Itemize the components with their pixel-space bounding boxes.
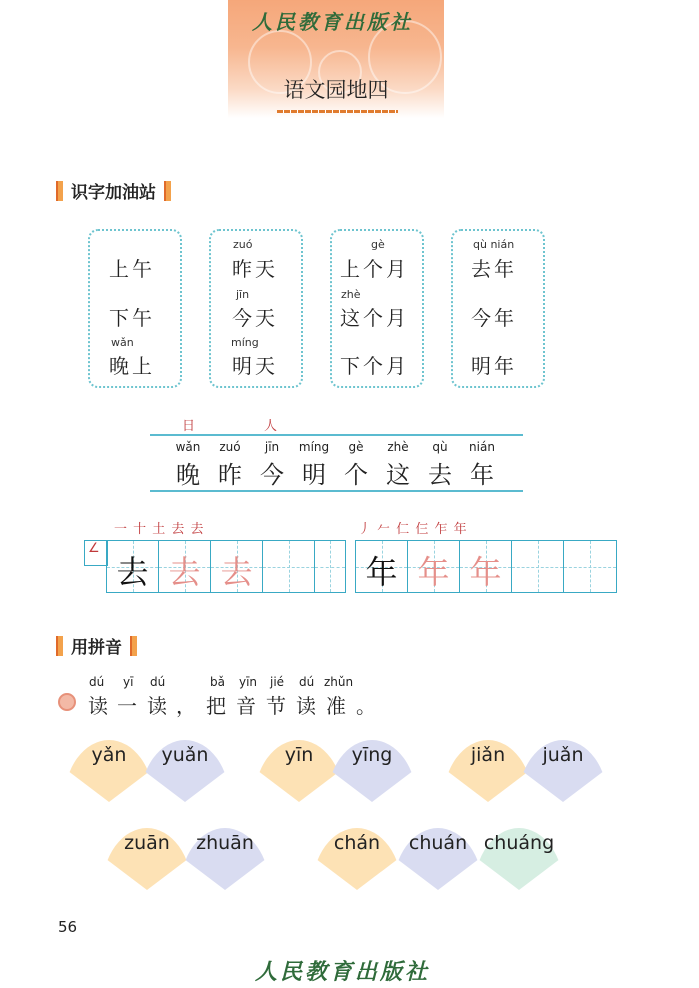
char: 这: [386, 461, 410, 489]
writing-grid-nian: [355, 540, 617, 593]
word-pinyin: zhè: [341, 288, 361, 301]
char: 年: [470, 461, 494, 489]
fan-pinyin: zhuān: [196, 832, 254, 854]
section-title: 用拼音: [71, 638, 122, 658]
read-pinyin: zhǔn: [324, 675, 354, 689]
fan-card: [474, 828, 564, 890]
char-pinyin: zhè: [387, 440, 409, 454]
read-char: 读: [147, 694, 167, 718]
word: 上个月: [340, 257, 409, 281]
fan-pinyin: yuǎn: [161, 744, 209, 766]
radical-ren: 人: [264, 419, 278, 434]
fan-pinyin: juǎn: [542, 744, 584, 766]
read-char: 音: [236, 694, 256, 718]
word: 明天: [232, 354, 278, 378]
fan-card: [102, 828, 192, 890]
fan-pinyin: yǎn: [91, 744, 127, 766]
grid-cell-trace: [408, 541, 460, 592]
model-char: 去: [116, 553, 149, 591]
grid-cell-trace: [159, 541, 211, 592]
char: 个: [344, 461, 368, 489]
read-char: 读: [88, 694, 108, 718]
fan-card: [393, 828, 483, 890]
stroke-order-nian: 丿 𠂉 仁 仨 乍 年: [358, 522, 468, 537]
grid-cell-model: [107, 541, 159, 592]
section-heading-literacy: [56, 178, 171, 203]
fan-card: [140, 740, 230, 802]
grid-cell-empty[interactable]: [315, 541, 345, 592]
char-pinyin: zuó: [219, 440, 241, 454]
char-pinyin: míng: [298, 440, 330, 454]
read-char: 一: [117, 694, 137, 718]
read-char: 把: [206, 694, 226, 718]
read-pinyin: dú: [150, 675, 166, 689]
fan-pinyin: yīn: [284, 744, 314, 766]
word: 晚上: [109, 354, 155, 378]
word-pinyin: míng: [231, 336, 259, 349]
read-pinyin: yī: [123, 675, 134, 689]
trace-char: 年: [417, 553, 450, 591]
char: 晚: [176, 461, 200, 489]
read-char: 读: [296, 694, 316, 718]
grid-cell-model: [356, 541, 408, 592]
stroke-order-qu: 一 十 土 去 去: [114, 522, 205, 537]
word-pinyin: qù nián: [473, 238, 515, 251]
fan-card: [312, 828, 402, 890]
page-title: 语文园地四: [283, 78, 389, 102]
fan-pinyin: chuáng: [483, 832, 555, 854]
read-pinyin: dú: [299, 675, 315, 689]
word: 今天: [232, 306, 278, 330]
char-pinyin: gè: [348, 440, 364, 454]
word-pinyin: zuó: [233, 238, 253, 251]
trace-char: 去: [220, 553, 253, 591]
model-char: 年: [365, 553, 398, 591]
word: 这个月: [340, 306, 409, 330]
char-pinyin: nián: [469, 440, 495, 454]
fan-pinyin: jiǎn: [470, 744, 506, 766]
fan-pinyin: yīng: [351, 744, 393, 766]
section-title: 识字加油站: [71, 183, 156, 203]
read-pinyin: dú: [89, 675, 105, 689]
writing-grid-qu: [106, 540, 346, 593]
word: 明年: [471, 354, 517, 378]
word: 下个月: [340, 354, 409, 378]
radical-ri: 日: [182, 419, 196, 434]
stroke-hint: ∠: [88, 541, 100, 556]
read-icon: [58, 693, 76, 711]
publisher-logo-bottom: 人民教育出版社: [255, 959, 431, 985]
read-pinyin: jié: [270, 675, 285, 689]
char-pinyin: wǎn: [175, 440, 201, 454]
publisher-logo-top: 人民教育出版社: [252, 10, 413, 34]
fan-card: [327, 740, 417, 802]
read-char: 准: [326, 694, 346, 718]
grid-cell-empty[interactable]: [512, 541, 564, 592]
fan-pinyin: zuān: [124, 832, 170, 854]
read-pinyin: bǎ: [210, 675, 225, 689]
fan-pinyin: chuán: [408, 832, 468, 854]
char-pinyin: jīn: [264, 440, 280, 454]
title-underline: [277, 110, 398, 113]
fan-card: [180, 828, 270, 890]
fan-card: [518, 740, 608, 802]
read-char: ，: [176, 694, 196, 718]
grid-cell-empty[interactable]: [263, 541, 315, 592]
read-char: 。: [356, 694, 376, 718]
grid-cell-trace: [460, 541, 512, 592]
char-pinyin: qù: [432, 440, 448, 454]
word: 下午: [109, 306, 155, 330]
word: 今年: [471, 306, 517, 330]
read-char: 节: [266, 694, 286, 718]
grid-cell-trace: [211, 541, 263, 592]
fan-pinyin: chán: [333, 832, 381, 854]
char: 去: [428, 461, 452, 489]
trace-char: 去: [168, 553, 201, 591]
grid-cell-empty[interactable]: [564, 541, 616, 592]
char-line-top: [150, 434, 523, 436]
read-pinyin: yīn: [239, 675, 258, 689]
trace-char: 年: [469, 553, 502, 591]
word-pinyin: jīn: [236, 288, 250, 301]
section-heading-pinyin: [56, 633, 137, 658]
word: 去年: [471, 257, 517, 281]
word-pinyin: wǎn: [111, 336, 134, 349]
char: 今: [260, 461, 284, 489]
page-number: 56: [58, 918, 78, 936]
word: 上午: [109, 257, 155, 281]
stroke-hint-box: [84, 540, 108, 566]
word: 昨天: [232, 257, 278, 281]
char: 明: [302, 461, 326, 489]
word-pinyin: gè: [371, 238, 385, 251]
char-line-bottom: [150, 490, 523, 492]
char: 昨: [218, 461, 242, 489]
